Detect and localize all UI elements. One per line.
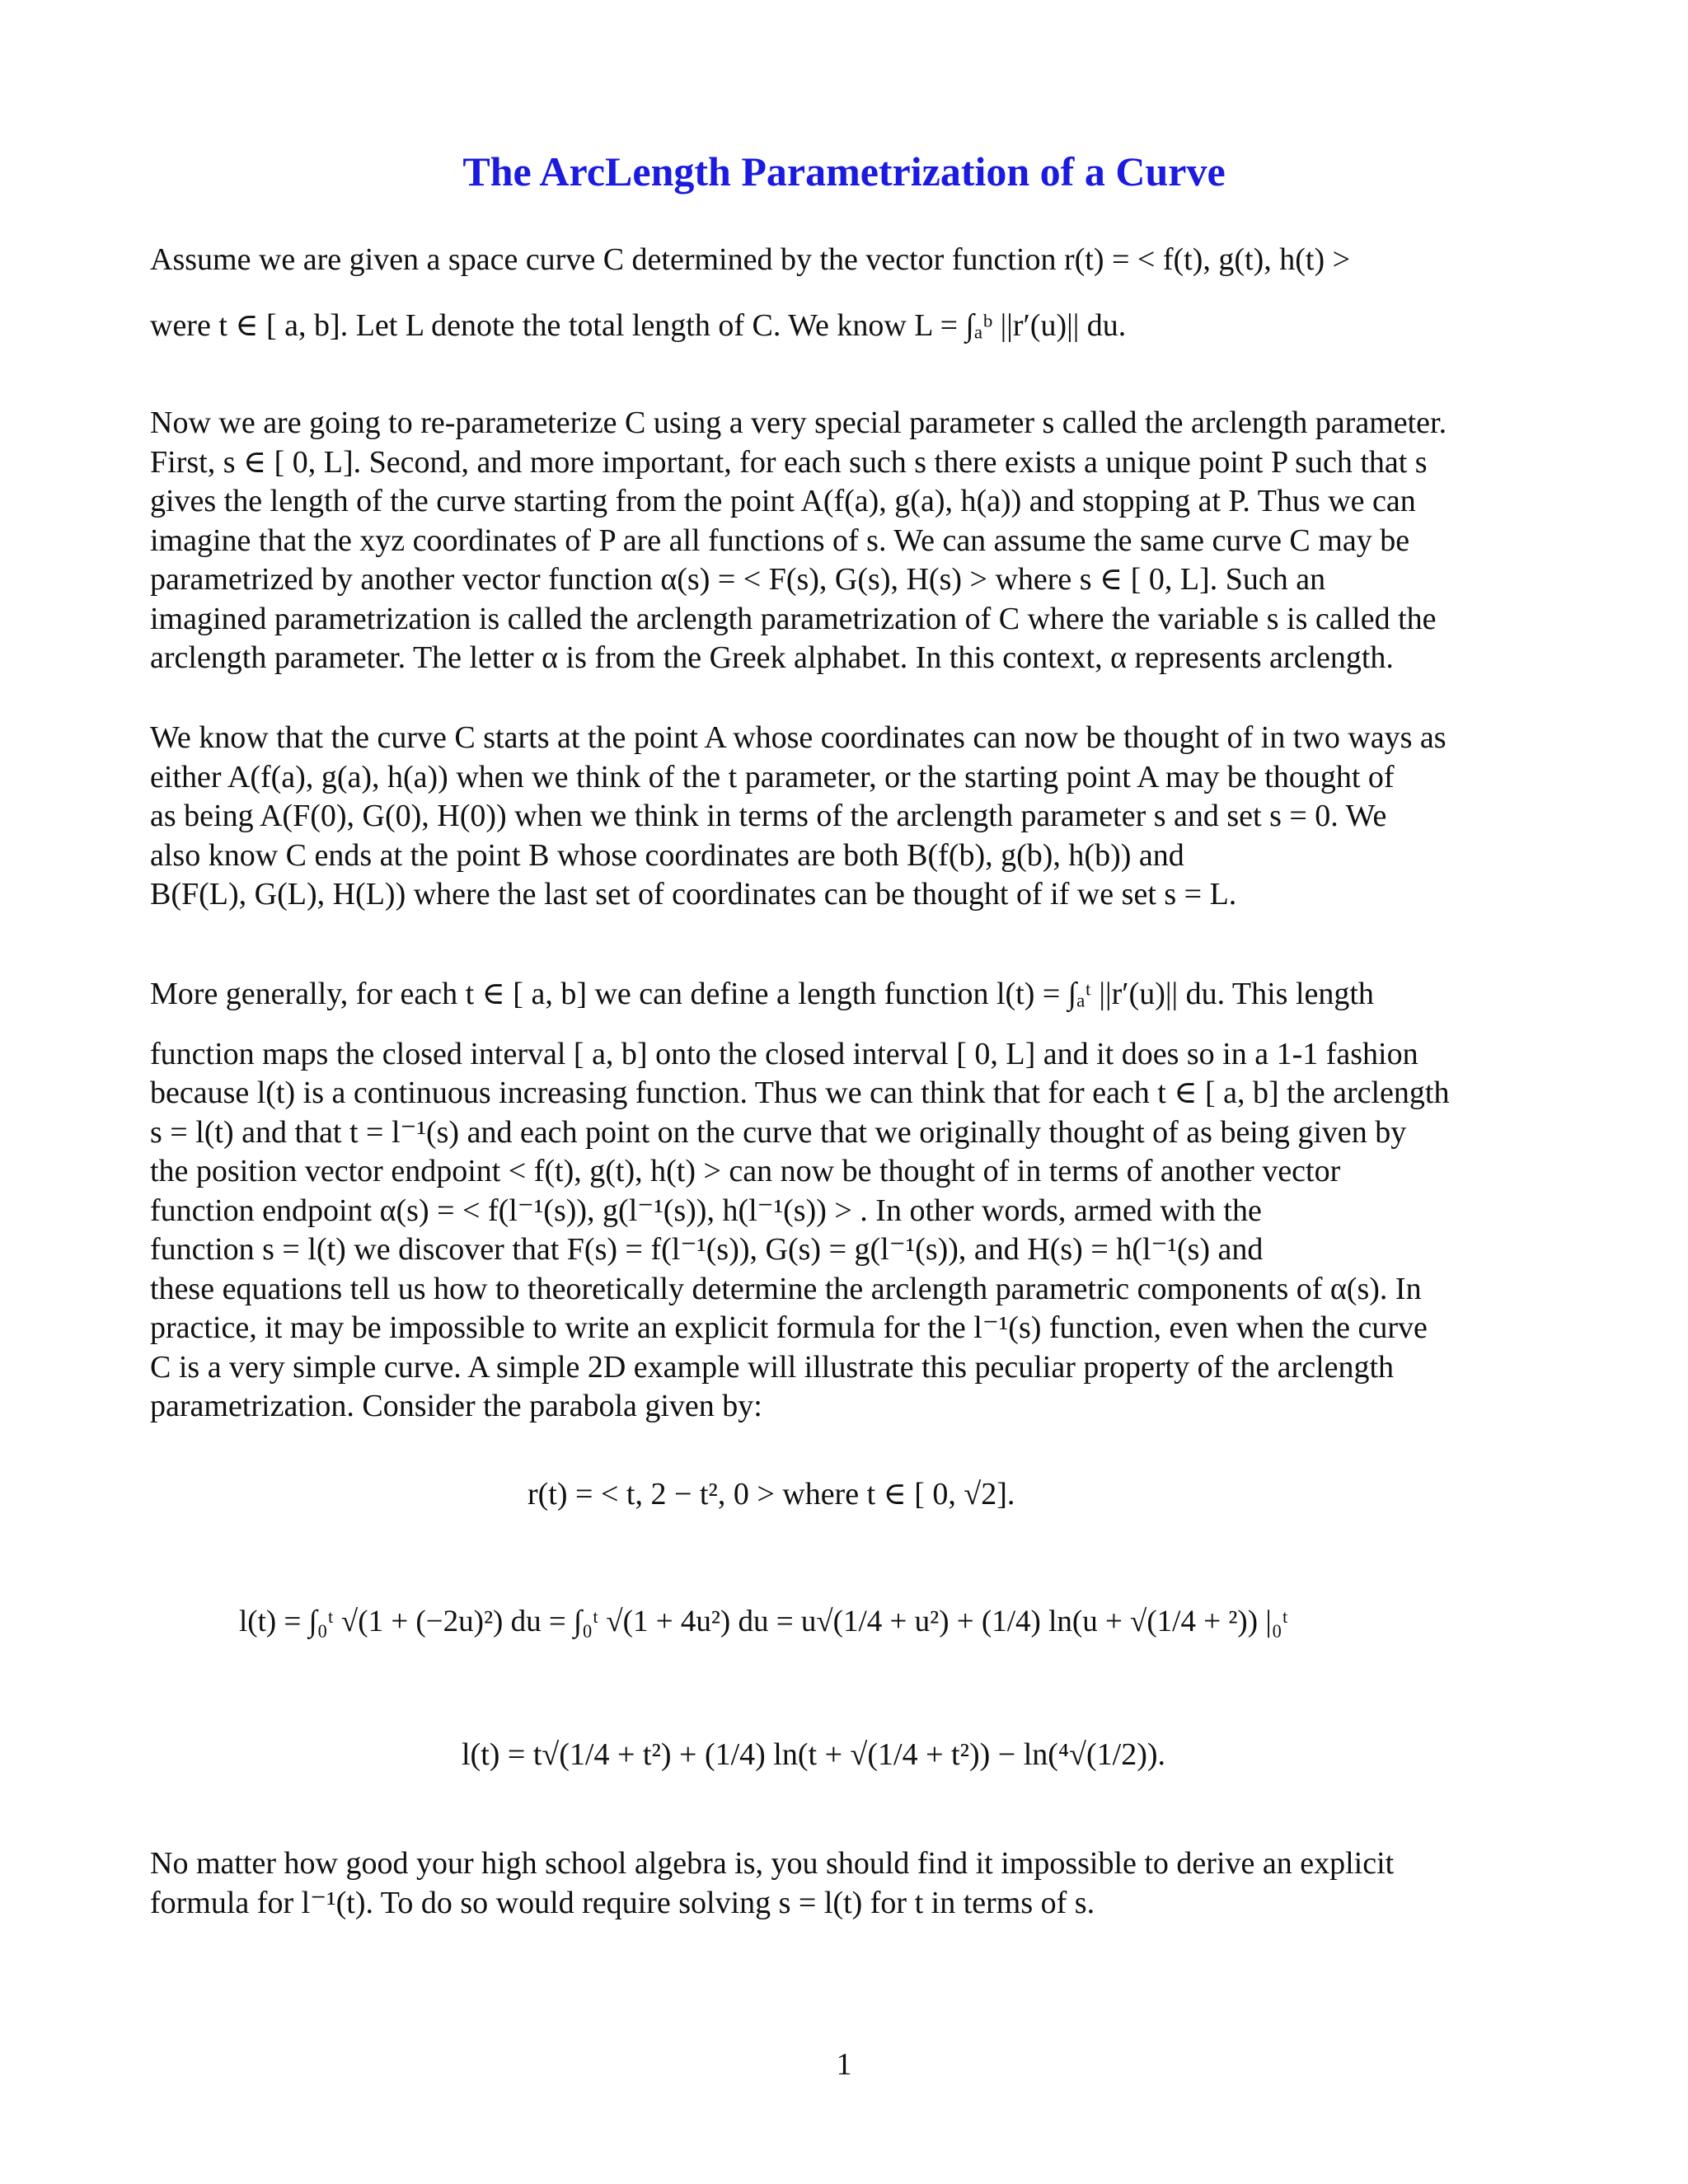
text-line: No matter how good your high school algebra is, you should find it impossible to derive an explicit — [150, 1846, 1395, 1881]
text-line: function endpoint α(s) = < f(l⁻¹(s)), g(l⁻¹(s)), h(l⁻¹(s)) > . In other words, armed with the — [150, 1193, 1262, 1228]
text-line: because l(t) is a continuous increasing function. Thus we can think that for each t ∈ [ a, b] the arclength — [150, 1076, 1450, 1110]
text-line: gives the length of the curve starting from the point A(f(a), g(a), h(a)) and stopping at P. Thus we can — [150, 484, 1416, 518]
text-line: function maps the closed interval [ a, b] onto the closed interval [ 0, L] and it does so in a 1-1 fashion — [150, 1036, 1418, 1071]
text-line: More generally, for each t ∈ [ a, b] we can define a length function l(t) = ∫ₐᵗ ||r′(u)|| du. This length — [150, 977, 1374, 1011]
paragraph-arclength-definition — [150, 404, 1551, 678]
equation-length-result: l(t) = t√(1/4 + t²) + (1/4) ln(t + √(1/4 + t²)) − ln(⁴√(1/2)). — [462, 1737, 1166, 1772]
text-line: practice, it may be impossible to write an explicit formula for the l⁻¹(s) function, even when the curve — [150, 1310, 1428, 1345]
text-line: s = l(t) and that t = l⁻¹(s) and each point on the curve that we originally thought of as being given by — [150, 1114, 1407, 1150]
paragraph-conclusion — [150, 1844, 1551, 1923]
page-title: The ArcLength Parametrization of a Curve — [462, 148, 1226, 194]
text-line: these equations tell us how to theoretically determine the arclength parametric components of α(s). In — [150, 1271, 1422, 1306]
text-line: B(F(L), G(L), H(L)) where the last set of coordinates can be thought of if we set s = L. — [150, 877, 1237, 912]
text-line: as being A(F(0), G(0), H(0)) when we think in terms of the arclength parameter s and set s = 0. We — [150, 799, 1387, 833]
text-line: We know that the curve C starts at the point A whose coordinates can now be thought of in two ways as — [150, 720, 1447, 755]
text-line: imagined parametrization is called the arclength parametrization of C where the variable s is called the — [150, 601, 1437, 636]
paragraph-endpoints — [150, 719, 1551, 915]
text-line: parametrized by another vector function α(s) = < F(s), G(s), H(s) > where s ∈ [ 0, L]. Such an — [150, 562, 1326, 597]
paragraph-length-function — [150, 975, 1551, 1427]
text-line: First, s ∈ [ 0, L]. Second, and more important, for each such s there exists a unique point P such that s — [150, 444, 1428, 480]
equation-length-integral: l(t) = ∫₀ᵗ √(1 + (−2u)²) du = ∫₀ᵗ √(1 + 4u²) du = u√(1/4 + u²) + (1/4) ln(u + √(1/4 + ²)) |₀ᵗ — [239, 1605, 1288, 1638]
text-line: Now we are going to re-parameterize C using a very special parameter s called the arclength parameter. — [150, 405, 1447, 440]
text-line: parametrization. Consider the parabola given by: — [150, 1389, 762, 1423]
text-line: either A(f(a), g(a), h(a)) when we think of the t parameter, or the starting point A may be thought of — [150, 759, 1395, 794]
text-line: arclength parameter. The letter α is from the Greek alphabet. In this context, α represents arclength. — [150, 640, 1394, 675]
text-line: also know C ends at the point B whose coordinates are both B(f(b), g(b), h(b)) and — [150, 837, 1184, 873]
text-line: Assume we are given a space curve C determined by the vector function r(t) = < f(t), g(t), h(t) > — [150, 242, 1351, 277]
text-line: the position vector endpoint < f(t), g(t), h(t) > can now be thought of in terms of another vector — [150, 1154, 1341, 1188]
text-line: C is a very simple curve. A simple 2D example will illustrate this peculiar property of the arclength — [150, 1349, 1395, 1385]
text-line: were t ∈ [ a, b]. Let L denote the total length of C. We know L = ∫ₐᵇ ||r′(u)|| du. — [150, 308, 1127, 343]
text-line: imagine that the xyz coordinates of P are all functions of s. We can assume the same curve C may be — [150, 523, 1410, 558]
equation-parabola: r(t) = < t, 2 − t², 0 > where t ∈ [ 0, √2]. — [528, 1477, 1015, 1511]
page-number: 1 — [836, 2047, 852, 2082]
text-line: formula for l⁻¹(t). To do so would require solving s = l(t) for t in terms of s. — [150, 1885, 1095, 1920]
text-line: function s = l(t) we discover that F(s) = f(l⁻¹(s)), G(s) = g(l⁻¹(s)), and H(s) = h(l⁻¹(s) and — [150, 1232, 1264, 1267]
